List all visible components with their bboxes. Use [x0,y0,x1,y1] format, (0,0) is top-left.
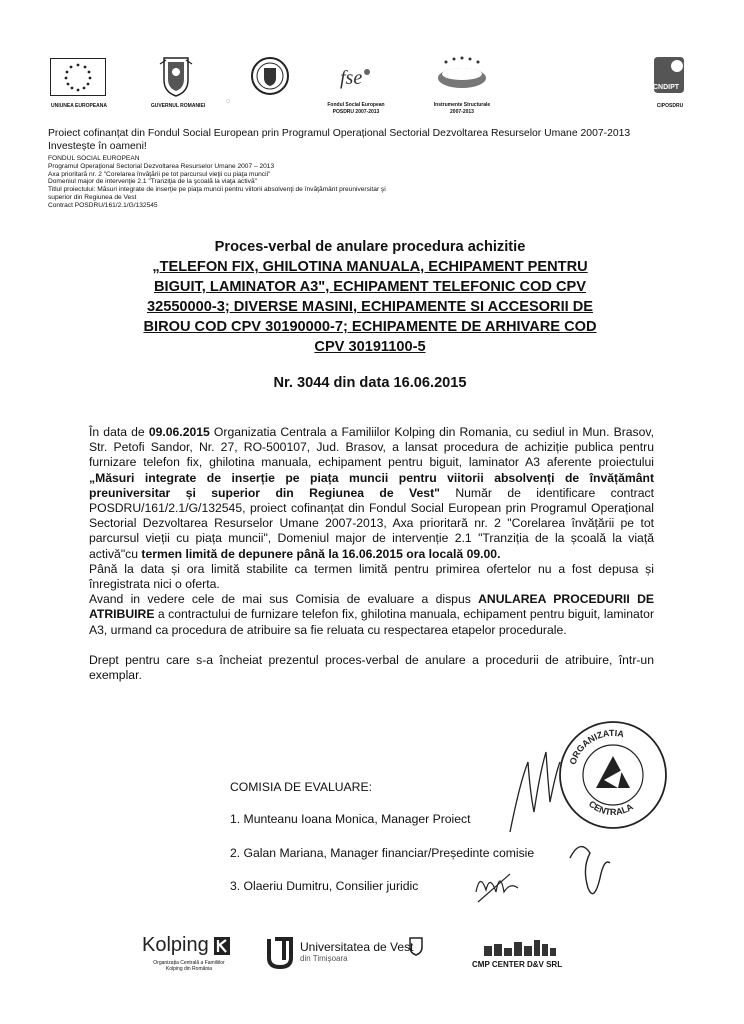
meta-axa: Axa prioritară nr. 2 "Corelarea învăţării pe tot parcursul vieţii cu piaţa muncii" [48,170,271,178]
commission-title: COMISIA DE EVALUARE: [230,780,372,794]
paragraph-3 [89,592,654,638]
title-line-4: 32550000-3; DIVERSE MASINI, ECHIPAMENTE SI ACCESORII DE [146,299,594,315]
fse-label-1: Fondul Social European [327,102,385,108]
meta-titlu-2: superior din Regiunea de Vest [48,193,137,201]
kolping-name: Kolping [142,934,209,956]
is-label-2: 2007-2013 [450,109,474,115]
meta-program: Programul Operaţional Sectorial Dezvoltarea Resurselor Umane 2007 – 2013 [48,162,275,170]
footer-logos [0,930,744,1010]
title-line-1: Proces-verbal de anulare procedura achizitie [214,239,526,255]
project-statement [48,127,708,153]
title-line-5: BIROU COD CPV 30190000-7; ECHIPAMENTE DE ARHIVARE COD [143,319,597,335]
header-logos [0,0,744,120]
p1-deadline: termen limită de depunere până la 16.06.2015 ora locală 09.00. [141,546,501,561]
document-number: Nr. 3044 din data 16.06.2015 [273,375,467,391]
p3-bold: ANULAREA PROCEDURII DE ATRIBUIRE [89,592,654,622]
p1-text-b: Organizatia Centrala a Familiilor Kolping din Romania, cu sediul in Mun. Brasov, Str. Petofi Sandor, Nr. 27, RO-500107, Jud. Brasov, a lansat procedura de achiziție publica pentru furnizare telefon fix, ghilotina manuala, echipament pentru biguit, laminator A3 aferente proiectului [89,425,654,470]
structural-instruments-logo [432,54,492,96]
document-title [100,237,640,357]
stamp-top-text: ORGANIZATIA [567,727,625,766]
project-line-2: Investește în oameni! [48,141,147,152]
ministry-seal-logo [250,56,290,96]
p1-text-c: Număr de identificare contract POSDRU/161/2.1/G/132545 [89,485,655,516]
stamp-bottom-text: CENTRALA [586,798,635,818]
paragraph-gap [89,638,654,653]
p1-date: 09.06.2015 [148,425,210,439]
p3-text-b: a contractului de furnizare telefon fix, ghilotina manuala, echipament pentru biguit, laminator A3, urmand ca procedura de atribuire sa fie reluata cu respectarea etapelor procedurale. [89,607,654,637]
commission-member-1: 1. Munteanu Ioana Monica, Manager Proiect [230,812,471,826]
uvt-name: Universitatea de Vest [300,940,414,954]
cmp-logo-icon [484,938,584,958]
title-line-3: BIGUIT, LAMINATOR A3", ECHIPAMENT TELEFONIC COD CPV [153,279,587,295]
kolping-k-icon [214,937,230,955]
government-label: GUVERNUL ROMANIEI [150,103,206,109]
organization-stamp [556,718,670,832]
paragraph-2: Până la data și ora limită stabilite ca termen limită pentru primirea ofertelor nu a fost depusa și înregistrata nici o oferta. [89,561,654,592]
meta-contract: Contract POSDRU/161/2.1/G/132545 [48,201,158,209]
commission-member-3: 3. Olaeriu Dumitru, Consilier juridic [230,879,419,893]
p1-text-d: , proiect cofinanțat din Fondul Social European prin Programul Operațional Sectorial Dezvoltarea Resurselor Umane 2007-2013, Axa prioritară nr. 2 "Corelarea învățării pe tot parcursul vieții cu piața muncii", Domeniul major de intervenție 2.1 "Tranziția de la școală la viață activă"cu [89,501,654,561]
title-line-6: CPV 30191100-5 [314,339,426,355]
uvt-sub: din Timișoara [300,954,348,963]
small-mark: ◌ [226,98,231,105]
project-meta [48,155,568,210]
commission-member-2: 2. Galan Mariana, Manager financiar/Președinte comisie [230,846,535,860]
meta-titlu-1: Titlul proiectului: Măsuri integrate de inserţie pe piaţa muncii pentru viitorii absolvenţi de învăţământ preuniversitar şi [48,186,386,194]
document-body [89,425,654,683]
shield-icon [408,936,424,956]
uvt-logo-icon [266,936,296,970]
signature-3 [470,862,530,912]
eu-label: UNIUNEA EUROPEANA [51,103,107,109]
kolping-sub-2: Kolping din România [165,966,213,972]
p3-text-a: Avand in vedere cele de mai sus Comisia de evaluare a dispus [89,592,479,607]
meta-domeniu: Domeniul major de intervenţie 2.1 "Tranziţia de la şcoală la viaţa activă" [48,178,257,186]
paragraph-4: Drept pentru care s-a încheiat prezentul proces-verbal de anulare a procedurii de atribuire, într-un exemplar. [89,652,654,683]
cndipt-label: CNDIPT [653,84,680,91]
kolping-sub-1: Organizația Centrală a Familiilor [153,960,225,966]
title-line-2: „TELEFON FIX, GHILOTINA MANUALA, ECHIPAMENT PENTRU [152,259,588,275]
project-line-1: Proiect cofinanțat din Fondul Social European prin Programul Operațional Sectorial Dezvoltarea Resurselor Umane 2007-2013 [48,128,631,139]
eu-flag-logo [50,58,106,96]
p1-project-title: „Măsuri integrate de inserție pe piața muncii pentru viitorii absolvenți de învățământ preuniversitar și superior din Regiunea de Vest" [89,470,654,500]
cmp-name: CMP CENTER D&V SRL [472,960,563,969]
fse-logo [336,62,376,94]
ciposdru-label: CIPOSDRU [656,103,684,109]
meta-fse: FONDUL SOCIAL EUROPEAN [48,155,140,162]
kolping-logo-text [142,934,209,957]
paragraph-1 [89,425,654,562]
p1-text-a: În data de [89,425,149,439]
government-crest-logo [158,54,194,98]
is-label-1: Instrumente Structurale [433,102,491,108]
svg-text:ORGANIZATIA [568,728,626,766]
fse-label-2: POSDRU 2007-2013 [332,109,380,115]
svg-text:fse: fse [340,67,363,89]
signature-2 [560,828,620,908]
